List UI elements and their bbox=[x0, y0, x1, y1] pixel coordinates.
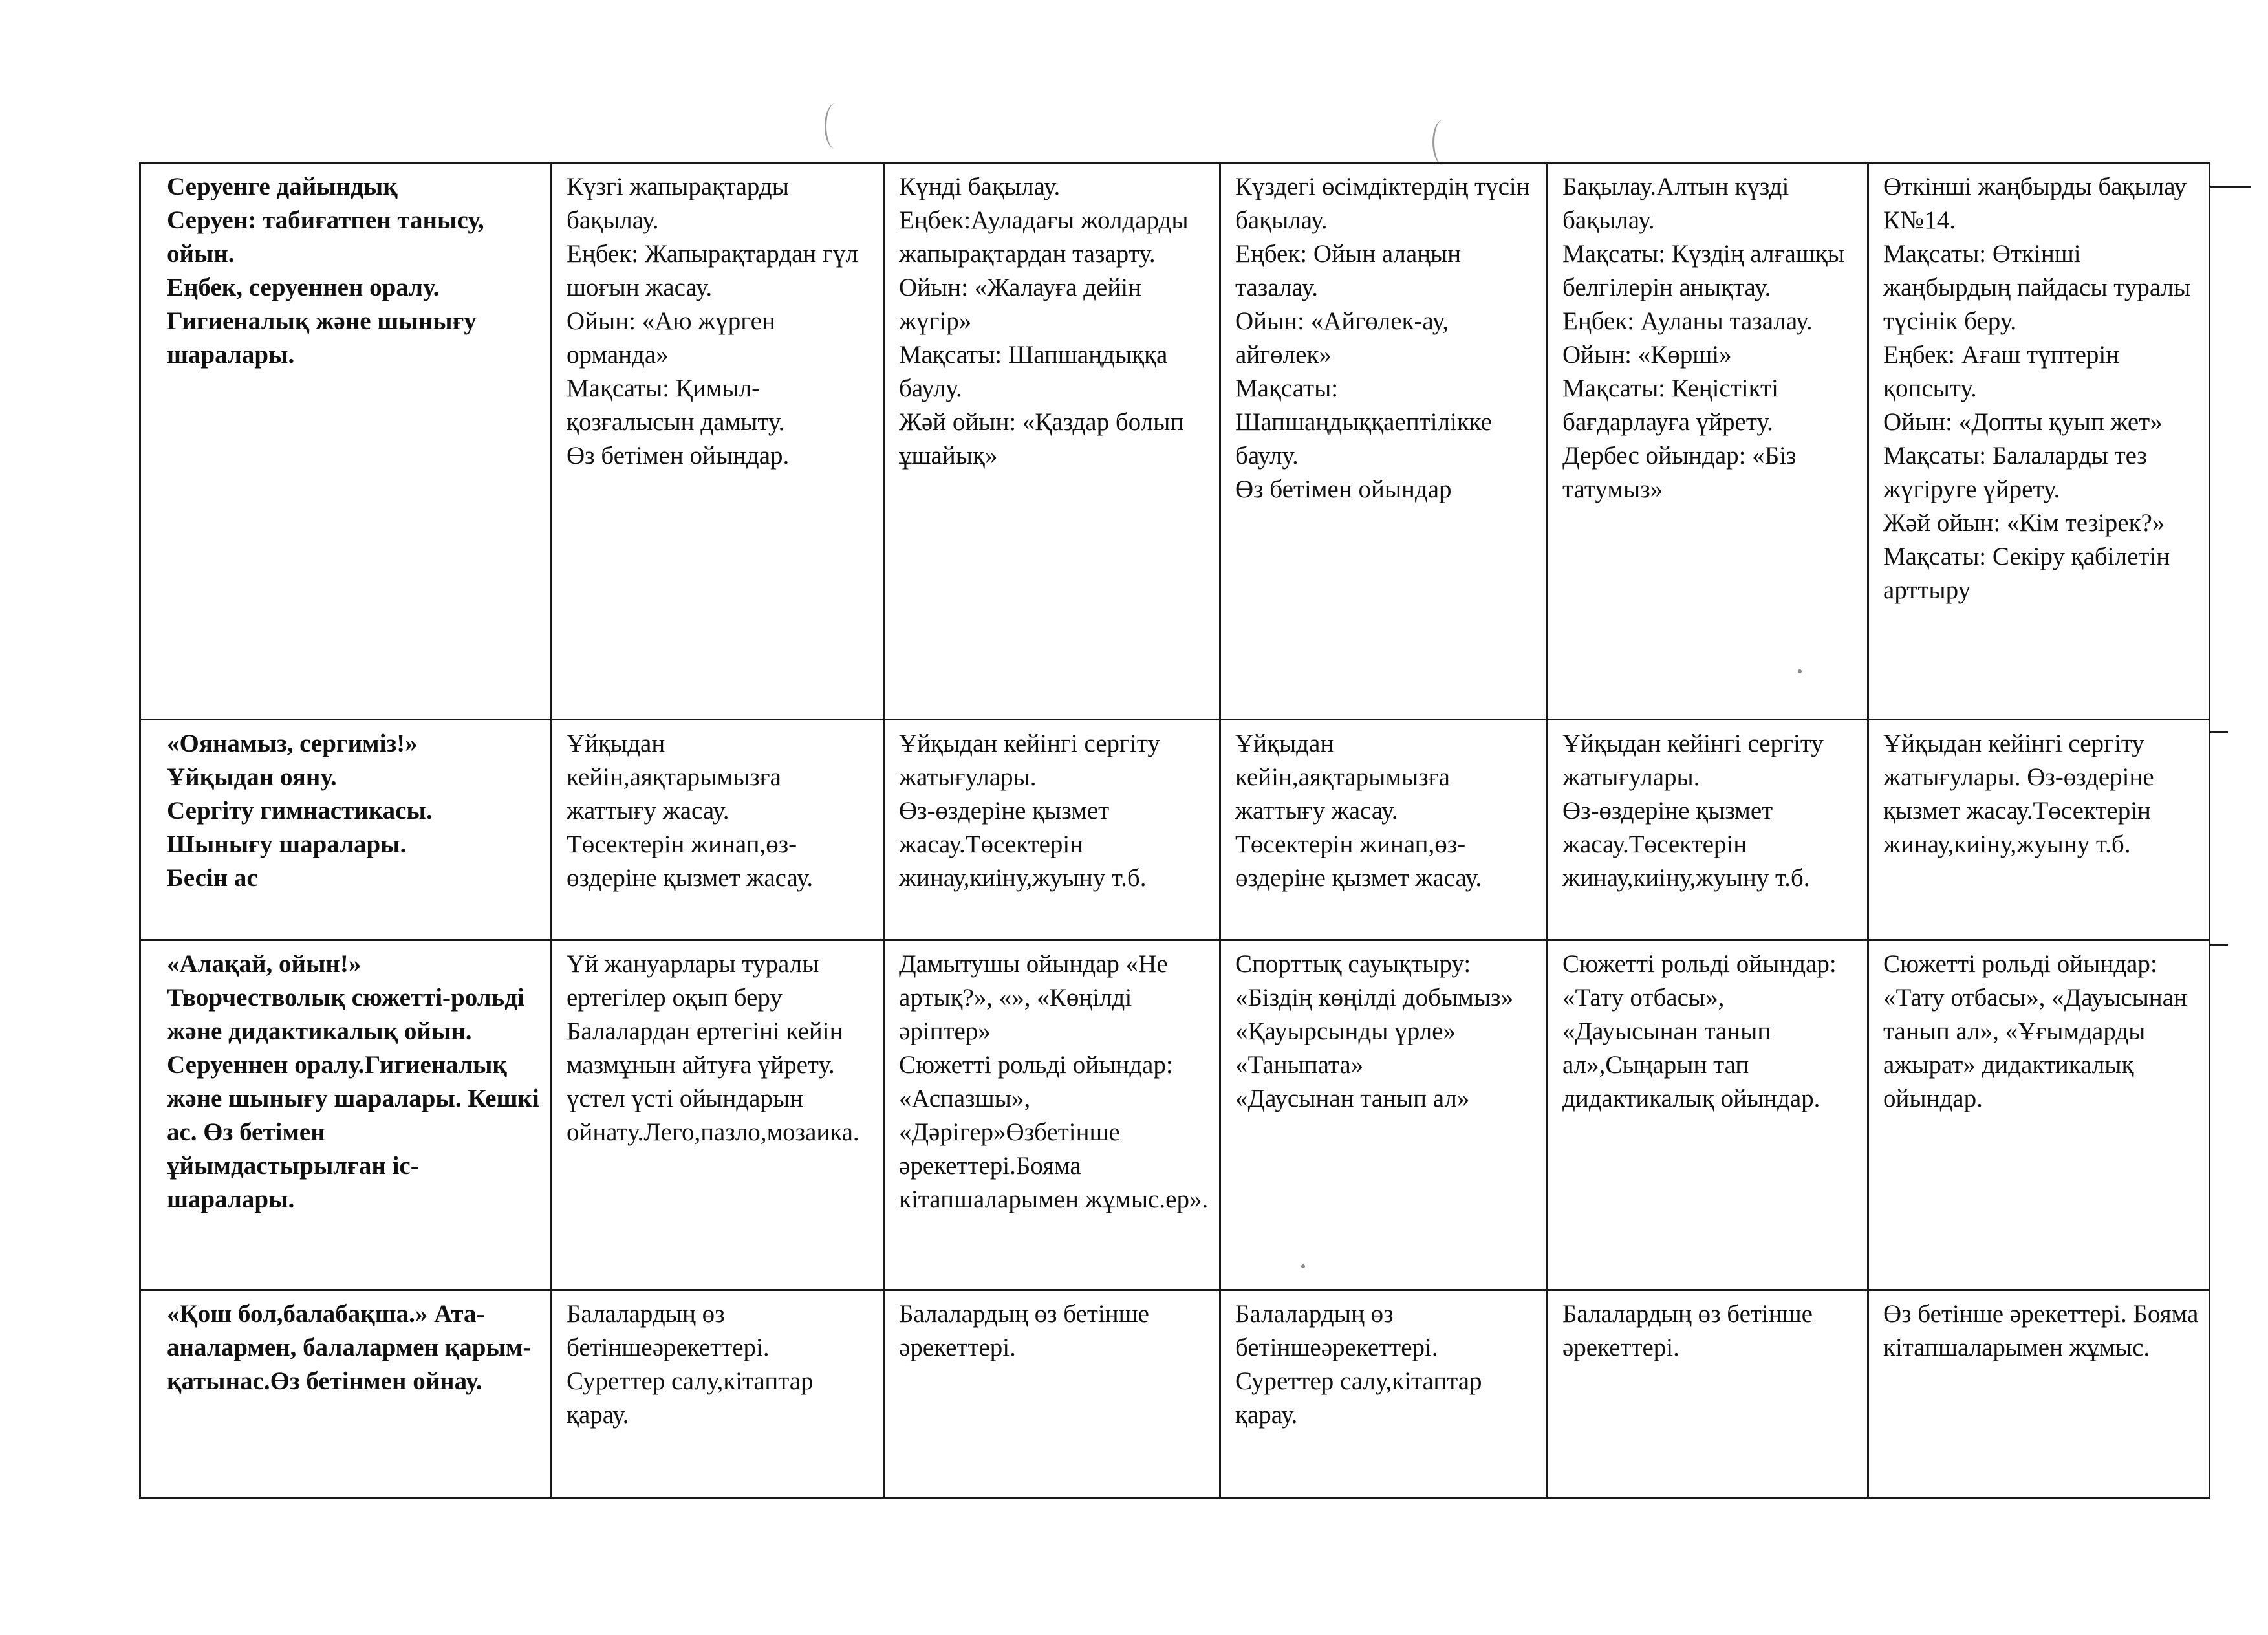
day-5-cell: Өз бетінше әрекеттері. Бояма кітапшаларымен жұмыс. bbox=[1868, 1290, 2210, 1498]
day-2-cell: Балалардың өз бетінше әрекеттері. bbox=[884, 1290, 1220, 1498]
scan-artifact bbox=[825, 103, 846, 149]
activity-heading-cell: «Оянамыз, сергиміз!» Ұйқыдан ояну. Сергіту гимнастикасы. Шынығу шаралары. Бесін ас bbox=[140, 720, 552, 940]
table-row bbox=[140, 940, 2210, 1290]
day-1-cell: Балалардың өз бетіншеәрекеттері. Суреттер салу,кітаптар қарау. bbox=[552, 1290, 884, 1498]
table-row bbox=[140, 163, 2210, 720]
day-2-cell: Ұйқыдан кейінгі сергіту жатығулары. Өз-өздеріне қызмет жасау.Төсектерін жинау,киіну,жуыну т.б. bbox=[884, 720, 1220, 940]
day-5-cell: Сюжетті рольді ойындар: «Тату отбасы», «Дауысынан танып ал», «Ұғымдарды ажырат» дидактикалық ойындар. bbox=[1868, 940, 2210, 1290]
table-row bbox=[140, 1290, 2210, 1498]
daily-plan-table bbox=[139, 162, 2210, 1499]
day-1-cell: Күзгі жапырақтарды бақылау. Еңбек: Жапырақтардан гүл шоғын жасау. Ойын: «Аю жүрген орманда» Мақсаты: Қимыл-қозғалысын дамыту. Өз бетімен ойындар. bbox=[552, 163, 884, 720]
day-3-cell: Ұйқыдан кейін,аяқтарымызға жаттығу жасау. Төсектерін жинап,өз-өздеріне қызмет жасау. bbox=[1220, 720, 1548, 940]
day-2-cell: Дамытушы ойындар «Не артық?», «», «Көңілді әріптер» Сюжетті рольді ойындар: «Аспазшы», «Дәрігер»Өзбетінше әрекеттері.Бояма кітапшаларымен жұмыс.ер». bbox=[884, 940, 1220, 1290]
day-4-cell: Сюжетті рольді ойындар: «Тату отбасы», «Дауысынан танып ал»,Сыңарын тап дидактикалық ойындар. bbox=[1548, 940, 1868, 1290]
day-5-cell: Ұйқыдан кейінгі сергіту жатығулары. Өз-өздеріне қызмет жасау.Төсектерін жинау,киіну,жуыну т.б. bbox=[1868, 720, 2210, 940]
activity-heading-cell: «Қош бол,балабақша.» Ата-аналармен, балалармен қарым-қатынас.Өз бетінмен ойнау. bbox=[140, 1290, 552, 1498]
day-5-cell: Өткінші жаңбырды бақылау К№14. Мақсаты: Өткінші жаңбырдың пайдасы туралы түсінік беру. Еңбек: Ағаш түптерін қопсыту. Ойын: «Допты қуып жет» Мақсаты: Балаларды тез жүгіруге үйрету. Жәй ойын: «Кім тезірек?» Мақсаты: Секіру қабілетін арттыру bbox=[1868, 163, 2210, 720]
day-2-cell: Күнді бақылау. Еңбек:Ауладағы жолдарды жапырақтардан тазарту. Ойын: «Жалауға дейін жүгір» Мақсаты: Шапшаңдыққа баулу. Жәй ойын: «Қаздар болып ұшайық» bbox=[884, 163, 1220, 720]
day-4-cell: Бақылау.Алтын күзді бақылау. Мақсаты: Күздің алғашқы белгілерін анықтау. Еңбек: Ауланы тазалау. Ойын: «Көрші» Мақсаты: Кеңістікті бағдарлауға үйрету. Дербес ойындар: «Біз татумыз» bbox=[1548, 163, 1868, 720]
table-edge-line bbox=[2209, 731, 2228, 733]
table-edge-line bbox=[2209, 944, 2228, 946]
day-4-cell: Ұйқыдан кейінгі сергіту жатығулары. Өз-өздеріне қызмет жасау.Төсектерін жинау,киіну,жуыну т.б. bbox=[1548, 720, 1868, 940]
scan-artifact bbox=[1432, 120, 1454, 165]
day-1-cell: Үй жануарлары туралы ертегілер оқып беру Балалардан ертегіні кейін мазмұнын айтуға үйрету. үстел үсті ойындарын ойнату.Лего,пазло,мозаика. bbox=[552, 940, 884, 1290]
day-3-cell: Спорттық сауықтыру: «Біздің көңілді добымыз» «Қауырсынды үрле» «Таныпата» «Даусынан танып ал» bbox=[1220, 940, 1548, 1290]
day-3-cell: Күздегі өсімдіктердің түсін бақылау. Еңбек: Ойын алаңын тазалау. Ойын: «Айгөлек-ау, айгөлек» Мақсаты: Шапшаңдыққаептілікке баулу. Өз бетімен ойындар bbox=[1220, 163, 1548, 720]
day-4-cell: Балалардың өз бетінше әрекеттері. bbox=[1548, 1290, 1868, 1498]
activity-heading-cell: Серуенге дайындық Серуен: табиғатпен танысу, ойын. Еңбек, серуеннен оралу. Гигиеналық және шынығу шаралары. bbox=[140, 163, 552, 720]
day-3-cell: Балалардың өз бетіншеәрекеттері. Суреттер салу,кітаптар қарау. bbox=[1220, 1290, 1548, 1498]
day-1-cell: Ұйқыдан кейін,аяқтарымызға жаттығу жасау. Төсектерін жинап,өз-өздеріне қызмет жасау. bbox=[552, 720, 884, 940]
table-row bbox=[140, 720, 2210, 940]
activity-heading-cell: «Алақай, ойын!» Творчестволық сюжетті-рольді және дидактикалық ойын. Серуеннен оралу.Гигиеналық және шынығу шаралары. Кешкі ас. Өз бетімен ұйымдастырылған іс-шаралары. bbox=[140, 940, 552, 1290]
table-edge-line bbox=[2209, 186, 2251, 188]
